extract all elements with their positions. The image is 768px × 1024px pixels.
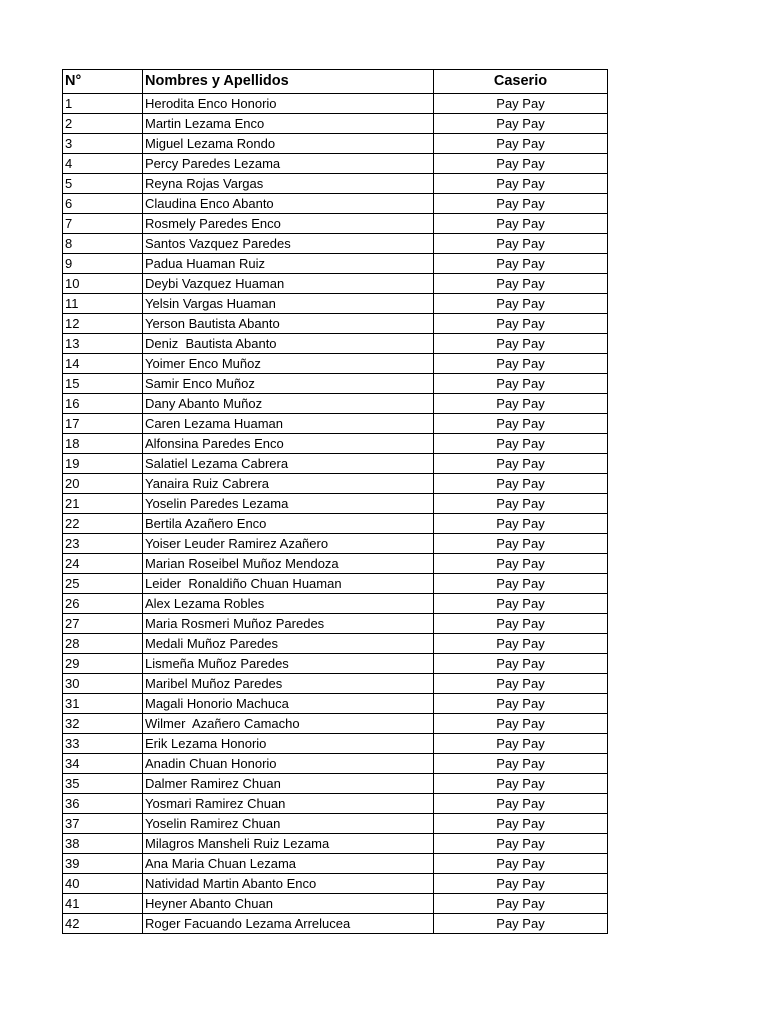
- cell-full-name[interactable]: Ana Maria Chuan Lezama: [143, 854, 434, 874]
- cell-full-name[interactable]: Padua Huaman Ruiz: [143, 254, 434, 274]
- cell-number[interactable]: 35: [63, 774, 143, 794]
- cell-full-name[interactable]: Deybi Vazquez Huaman: [143, 274, 434, 294]
- cell-number[interactable]: 18: [63, 434, 143, 454]
- table-row: [63, 594, 608, 614]
- cell-number[interactable]: 38: [63, 834, 143, 854]
- cell-caserio[interactable]: Pay Pay: [434, 874, 608, 894]
- cell-number[interactable]: 22: [63, 514, 143, 534]
- table-row: [63, 534, 608, 554]
- table-row: [63, 574, 608, 594]
- cell-caserio[interactable]: Pay Pay: [434, 754, 608, 774]
- cell-full-name[interactable]: Anadin Chuan Honorio: [143, 754, 434, 774]
- cell-number[interactable]: 21: [63, 494, 143, 514]
- cell-number[interactable]: 28: [63, 634, 143, 654]
- cell-number[interactable]: 15: [63, 374, 143, 394]
- table-row: [63, 214, 608, 234]
- header-number[interactable]: N°: [63, 70, 143, 94]
- cell-caserio[interactable]: Pay Pay: [434, 414, 608, 434]
- table-row: [63, 814, 608, 834]
- cell-number[interactable]: 36: [63, 794, 143, 814]
- table-row: [63, 774, 608, 794]
- cell-number[interactable]: 13: [63, 334, 143, 354]
- cell-caserio[interactable]: Pay Pay: [434, 514, 608, 534]
- table-row: [63, 174, 608, 194]
- cell-full-name[interactable]: Alfonsina Paredes Enco: [143, 434, 434, 454]
- cell-full-name[interactable]: Claudina Enco Abanto: [143, 194, 434, 214]
- table-row: [63, 854, 608, 874]
- table-row: [63, 554, 608, 574]
- table-row: [63, 394, 608, 414]
- table-row: [63, 794, 608, 814]
- table-row: [63, 674, 608, 694]
- cell-caserio[interactable]: Pay Pay: [434, 234, 608, 254]
- cell-number[interactable]: 6: [63, 194, 143, 214]
- cell-caserio[interactable]: Pay Pay: [434, 254, 608, 274]
- cell-full-name[interactable]: Yerson Bautista Abanto: [143, 314, 434, 334]
- cell-full-name[interactable]: Santos Vazquez Paredes: [143, 234, 434, 254]
- cell-caserio[interactable]: Pay Pay: [434, 214, 608, 234]
- cell-full-name[interactable]: Maribel Muñoz Paredes: [143, 674, 434, 694]
- cell-number[interactable]: 40: [63, 874, 143, 894]
- table-row: [63, 454, 608, 474]
- table-row: [63, 634, 608, 654]
- cell-full-name[interactable]: Heyner Abanto Chuan: [143, 894, 434, 914]
- people-table: [62, 69, 608, 934]
- table-row: [63, 514, 608, 534]
- table-row: [63, 374, 608, 394]
- cell-number[interactable]: 19: [63, 454, 143, 474]
- cell-full-name[interactable]: Natividad Martin Abanto Enco: [143, 874, 434, 894]
- cell-number[interactable]: 27: [63, 614, 143, 634]
- cell-number[interactable]: 37: [63, 814, 143, 834]
- cell-caserio[interactable]: Pay Pay: [434, 354, 608, 374]
- cell-full-name[interactable]: Medali Muñoz Paredes: [143, 634, 434, 654]
- cell-full-name[interactable]: Salatiel Lezama Cabrera: [143, 454, 434, 474]
- cell-number[interactable]: 26: [63, 594, 143, 614]
- table-row: [63, 334, 608, 354]
- table-row: [63, 114, 608, 134]
- cell-number[interactable]: 20: [63, 474, 143, 494]
- cell-caserio[interactable]: Pay Pay: [434, 154, 608, 174]
- table-body: [63, 94, 608, 934]
- table-row: [63, 134, 608, 154]
- cell-number[interactable]: 23: [63, 534, 143, 554]
- table-row: [63, 874, 608, 894]
- cell-number[interactable]: 33: [63, 734, 143, 754]
- cell-number[interactable]: 16: [63, 394, 143, 414]
- table-row: [63, 294, 608, 314]
- cell-full-name[interactable]: Yanaira Ruiz Cabrera: [143, 474, 434, 494]
- cell-number[interactable]: 42: [63, 914, 143, 934]
- cell-number[interactable]: 14: [63, 354, 143, 374]
- cell-number[interactable]: 3: [63, 134, 143, 154]
- table-row: [63, 754, 608, 774]
- cell-caserio[interactable]: Pay Pay: [434, 194, 608, 214]
- cell-caserio[interactable]: Pay Pay: [434, 454, 608, 474]
- cell-caserio[interactable]: Pay Pay: [434, 914, 608, 934]
- cell-caserio[interactable]: Pay Pay: [434, 574, 608, 594]
- cell-caserio[interactable]: Pay Pay: [434, 714, 608, 734]
- cell-caserio[interactable]: Pay Pay: [434, 794, 608, 814]
- cell-full-name[interactable]: Leider Ronaldiño Chuan Huaman: [143, 574, 434, 594]
- cell-full-name[interactable]: Roger Facuando Lezama Arrelucea: [143, 914, 434, 934]
- cell-caserio[interactable]: Pay Pay: [434, 374, 608, 394]
- cell-full-name[interactable]: Miguel Lezama Rondo: [143, 134, 434, 154]
- cell-number[interactable]: 2: [63, 114, 143, 134]
- cell-caserio[interactable]: Pay Pay: [434, 94, 608, 114]
- cell-full-name[interactable]: Deniz Bautista Abanto: [143, 334, 434, 354]
- cell-full-name[interactable]: Milagros Mansheli Ruiz Lezama: [143, 834, 434, 854]
- table-row: [63, 354, 608, 374]
- cell-full-name[interactable]: Wilmer Azañero Camacho: [143, 714, 434, 734]
- cell-number[interactable]: 12: [63, 314, 143, 334]
- cell-caserio[interactable]: Pay Pay: [434, 474, 608, 494]
- table-row: [63, 834, 608, 854]
- table-row: [63, 714, 608, 734]
- cell-full-name[interactable]: Marian Roseibel Muñoz Mendoza: [143, 554, 434, 574]
- cell-full-name[interactable]: Alex Lezama Robles: [143, 594, 434, 614]
- table-row: [63, 914, 608, 934]
- cell-caserio[interactable]: Pay Pay: [434, 614, 608, 634]
- cell-full-name[interactable]: Yoselin Ramirez Chuan: [143, 814, 434, 834]
- cell-full-name[interactable]: Samir Enco Muñoz: [143, 374, 434, 394]
- table-row: [63, 494, 608, 514]
- cell-caserio[interactable]: Pay Pay: [434, 834, 608, 854]
- cell-caserio[interactable]: Pay Pay: [434, 734, 608, 754]
- cell-caserio[interactable]: Pay Pay: [434, 134, 608, 154]
- cell-caserio[interactable]: Pay Pay: [434, 554, 608, 574]
- header-full-name[interactable]: Nombres y Apellidos: [143, 70, 434, 94]
- cell-full-name[interactable]: Yoiser Leuder Ramirez Azañero: [143, 534, 434, 554]
- cell-full-name[interactable]: Reyna Rojas Vargas: [143, 174, 434, 194]
- cell-full-name[interactable]: Yelsin Vargas Huaman: [143, 294, 434, 314]
- cell-number[interactable]: 9: [63, 254, 143, 274]
- cell-full-name[interactable]: Percy Paredes Lezama: [143, 154, 434, 174]
- cell-caserio[interactable]: Pay Pay: [434, 534, 608, 554]
- table-row: [63, 434, 608, 454]
- cell-full-name[interactable]: Caren Lezama Huaman: [143, 414, 434, 434]
- cell-caserio[interactable]: Pay Pay: [434, 854, 608, 874]
- cell-number[interactable]: 39: [63, 854, 143, 874]
- cell-caserio[interactable]: Pay Pay: [434, 334, 608, 354]
- cell-caserio[interactable]: Pay Pay: [434, 434, 608, 454]
- table-row: [63, 234, 608, 254]
- cell-full-name[interactable]: Herodita Enco Honorio: [143, 94, 434, 114]
- table-row: [63, 254, 608, 274]
- cell-caserio[interactable]: Pay Pay: [434, 894, 608, 914]
- cell-full-name[interactable]: Erik Lezama Honorio: [143, 734, 434, 754]
- table-row: [63, 94, 608, 114]
- cell-full-name[interactable]: Magali Honorio Machuca: [143, 694, 434, 714]
- cell-caserio[interactable]: Pay Pay: [434, 674, 608, 694]
- cell-full-name[interactable]: Maria Rosmeri Muñoz Paredes: [143, 614, 434, 634]
- table-row: [63, 154, 608, 174]
- table-row: [63, 734, 608, 754]
- cell-full-name[interactable]: Yosmari Ramirez Chuan: [143, 794, 434, 814]
- cell-number[interactable]: 1: [63, 94, 143, 114]
- cell-full-name[interactable]: Yoselin Paredes Lezama: [143, 494, 434, 514]
- cell-full-name[interactable]: Yoimer Enco Muñoz: [143, 354, 434, 374]
- cell-number[interactable]: 11: [63, 294, 143, 314]
- cell-caserio[interactable]: Pay Pay: [434, 314, 608, 334]
- cell-number[interactable]: 8: [63, 234, 143, 254]
- cell-caserio[interactable]: Pay Pay: [434, 654, 608, 674]
- cell-number[interactable]: 34: [63, 754, 143, 774]
- table-row: [63, 274, 608, 294]
- table-row: [63, 314, 608, 334]
- cell-full-name[interactable]: Martin Lezama Enco: [143, 114, 434, 134]
- table-row: [63, 694, 608, 714]
- cell-full-name[interactable]: Bertila Azañero Enco: [143, 514, 434, 534]
- table-row: [63, 194, 608, 214]
- cell-caserio[interactable]: Pay Pay: [434, 294, 608, 314]
- cell-caserio[interactable]: Pay Pay: [434, 774, 608, 794]
- header-caserio[interactable]: Caserio: [434, 70, 608, 94]
- cell-full-name[interactable]: Dalmer Ramirez Chuan: [143, 774, 434, 794]
- cell-caserio[interactable]: Pay Pay: [434, 274, 608, 294]
- cell-caserio[interactable]: Pay Pay: [434, 494, 608, 514]
- cell-number[interactable]: 30: [63, 674, 143, 694]
- cell-number[interactable]: 17: [63, 414, 143, 434]
- cell-full-name[interactable]: Rosmely Paredes Enco: [143, 214, 434, 234]
- table-row: [63, 894, 608, 914]
- cell-number[interactable]: 25: [63, 574, 143, 594]
- cell-caserio[interactable]: Pay Pay: [434, 594, 608, 614]
- cell-full-name[interactable]: Lismeña Muñoz Paredes: [143, 654, 434, 674]
- spreadsheet-sheet: [62, 69, 607, 934]
- cell-number[interactable]: 5: [63, 174, 143, 194]
- cell-caserio[interactable]: Pay Pay: [434, 634, 608, 654]
- cell-number[interactable]: 7: [63, 214, 143, 234]
- cell-number[interactable]: 32: [63, 714, 143, 734]
- cell-number[interactable]: 24: [63, 554, 143, 574]
- cell-number[interactable]: 10: [63, 274, 143, 294]
- cell-caserio[interactable]: Pay Pay: [434, 694, 608, 714]
- cell-caserio[interactable]: Pay Pay: [434, 174, 608, 194]
- cell-full-name[interactable]: Dany Abanto Muñoz: [143, 394, 434, 414]
- cell-caserio[interactable]: Pay Pay: [434, 114, 608, 134]
- cell-caserio[interactable]: Pay Pay: [434, 814, 608, 834]
- table-row: [63, 654, 608, 674]
- table-row: [63, 614, 608, 634]
- cell-number[interactable]: 4: [63, 154, 143, 174]
- cell-caserio[interactable]: Pay Pay: [434, 394, 608, 414]
- table-header-row: [63, 70, 608, 94]
- cell-number[interactable]: 41: [63, 894, 143, 914]
- table-row: [63, 474, 608, 494]
- cell-number[interactable]: 31: [63, 694, 143, 714]
- table-row: [63, 414, 608, 434]
- cell-number[interactable]: 29: [63, 654, 143, 674]
